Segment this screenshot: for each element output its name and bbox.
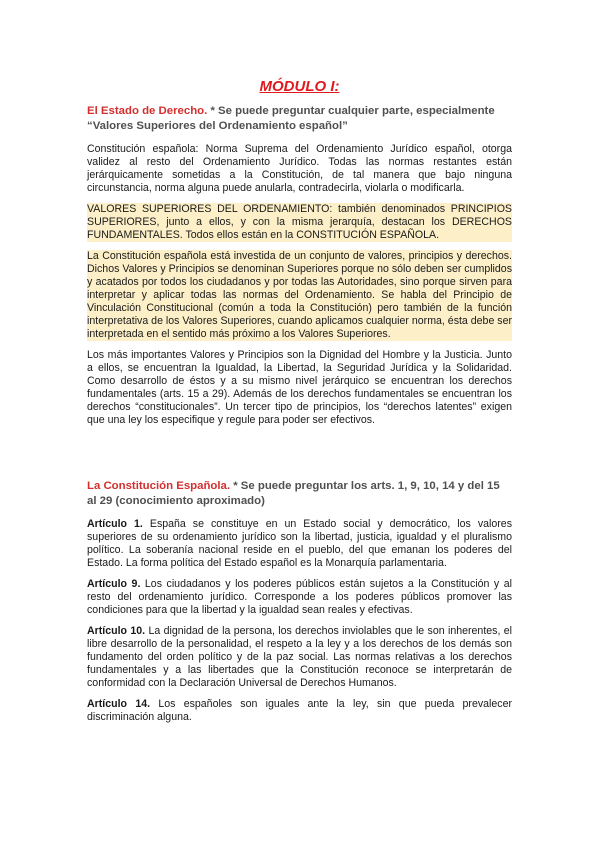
paragraph-conjunto-valores: La Constitución española está investida de un conjunto de valores, principios y derechos. Dichos Valores y Principios se denominan Superiores porque no sólo deben ser cumplidos y acatados por todos los ciudadanos y por todas las Autoridades, sino porque sirven para interpretar y aplicar todas las normas del Ordenamiento. Se habla del Principio de Vinculación Constitucional (común a toda la Constitución) pero también de la función interpretativa de los Valores Superiores, cuando aplicamos cualquier norma, ésta debe ser interpretada en el sentido más próximo a los Valores Superiores. bbox=[87, 250, 512, 340]
article-1 bbox=[87, 518, 512, 570]
article-label: Artículo 1. bbox=[87, 518, 143, 530]
article-10 bbox=[87, 625, 512, 690]
article-label: Artículo 14. bbox=[87, 698, 151, 710]
section-heading-note: * Se puede preguntar los arts. 1, 9, 10, 14 y del 15 al 29 (conocimiento aproximado) bbox=[87, 480, 500, 507]
section-heading-title: La Constitución Española. bbox=[87, 480, 231, 492]
paragraph-valores-superiores: VALORES SUPERIORES DEL ORDENAMIENTO: también denominados PRINCIPIOS SUPERIORES, junto a ellos, y con la misma jerarquía, destacan los DERECHOS FUNDAMENTALES. Todos ellos están en la CONSTITUCIÓN ESPAÑOLA. bbox=[87, 203, 512, 241]
section-heading-constitucion bbox=[87, 479, 512, 509]
page-title: MÓDULO I: bbox=[259, 78, 340, 95]
article-text: La dignidad de la persona, los derechos inviolables que le son inherentes, el libre desarrollo de la personalidad, el respeto a la ley y a los derechos de los demás son fundamento del orden político y de la paz social. Las normas relativas a los derechos fundamentales y a las libertades que la Constitución reconoce se interpretarán de conformidad con la Declaración Universal de Derechos Humanos. bbox=[87, 625, 512, 689]
article-label: Artículo 10. bbox=[87, 625, 146, 637]
article-label: Artículo 9. bbox=[87, 578, 141, 590]
paragraph-constitucion: Constitución española: Norma Suprema del Ordenamiento Jurídico español, otorga validez al resto del Ordenamiento Jurídico. Todas las normas restantes están jerárquicamente sometidas a la Constitución, de tal manera que bajo ninguna circunstancia, norma alguna puede anularla, contradecirla, violarla o modificarla. bbox=[87, 143, 512, 194]
article-text: Los españoles son iguales ante la ley, sin que pueda prevalecer discriminación alguna. bbox=[87, 698, 512, 723]
article-14 bbox=[87, 698, 512, 724]
section-heading-estado-derecho bbox=[87, 104, 512, 134]
paragraph-principios-importantes: Los más importantes Valores y Principios son la Dignidad del Hombre y la Justicia. Junto a ellos, se encuentran la Igualdad, la Libertad, la Seguridad Jurídica y la Solidaridad. Como desarrollo de éstos y a su mismo nivel jerárquico se encuentran los derechos fundamentales (arts. 15 a 29). Además de los derechos fundamentales se encuentran los derechos “constitucionales”. Un tercer tipo de principios, los “derechos latentes” exigen que una ley los especifique y regule para poder ser efectivos. bbox=[87, 349, 512, 426]
article-9 bbox=[87, 578, 512, 617]
section-heading-title: El Estado de Derecho. bbox=[87, 105, 208, 117]
article-text: España se constituye en un Estado social y democrático, los valores superiores de su ordenamiento jurídico son la libertad, justicia, igualdad y el pluralismo político. La soberanía nacional reside en el pueblo, del que emanan los poderes del Estado. La forma política del Estado español es la Monarquía parlamentaria. bbox=[87, 518, 512, 569]
section-heading-note: * Se puede preguntar cualquier parte, especialmente “Valores Superiores del Ordenamiento español” bbox=[87, 105, 495, 132]
section-spacer bbox=[87, 435, 512, 479]
article-text: Los ciudadanos y los poderes públicos están sujetos a la Constitución y al resto del ordenamiento jurídico. Corresponde a los poderes públicos promover las condiciones para que la libertad y la igualdad sean reales y efectivas. bbox=[87, 578, 512, 616]
